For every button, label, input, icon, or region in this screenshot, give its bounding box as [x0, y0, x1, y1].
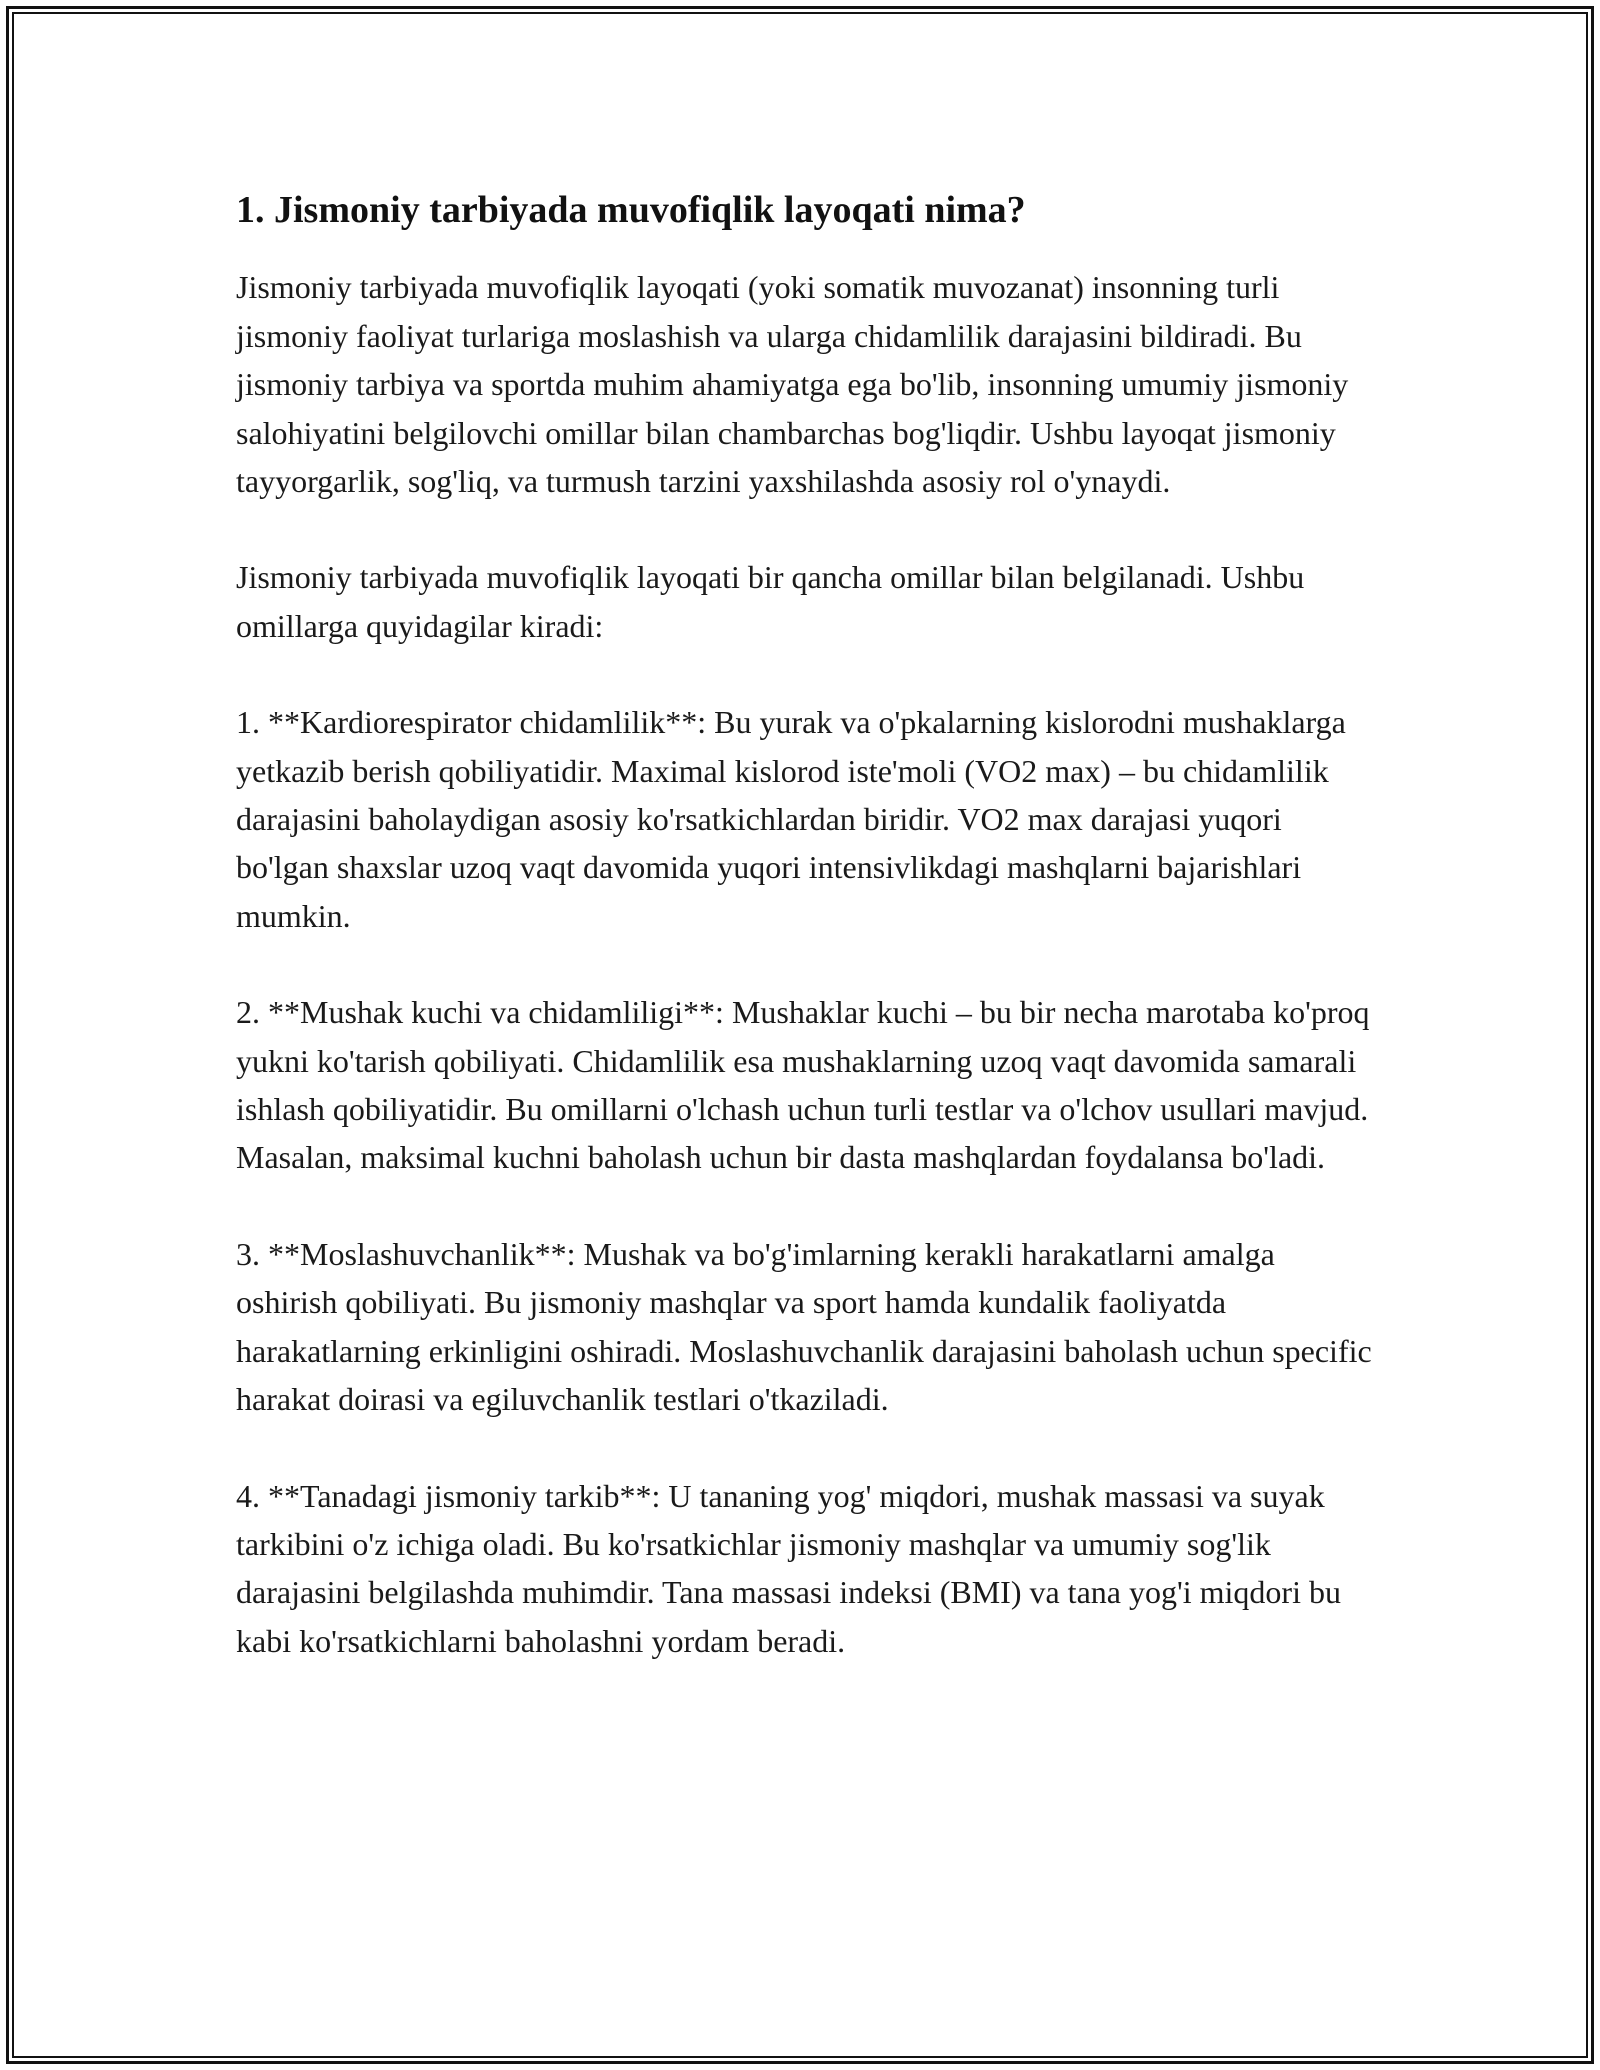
factors-intro-paragraph: Jismoniy tarbiyada muvofiqlik layoqati bir qancha omillar bilan belgilanadi. Ushbu omillarga quyidagilar kiradi: [236, 559, 1305, 644]
factor-muscle-strength-paragraph: 2. **Mushak kuchi va chidamliligi**: Mushaklar kuchi – bu bir necha marotaba ko'proq yukni ko'tarish qobiliyati. Chidamlilik esa mushaklarning uzoq vaqt davomida samarali ishlash qobiliyatidir. Bu omillarni o'lchash uchun turli testlar va o'lchov usullari mavjud. Masalan, maksimal kuchni baholash uchun bir dasta mashqlardan foydalansa bo'ladi. [236, 994, 1370, 1176]
factor-cardiorespiratory-paragraph: 1. **Kardiorespirator chidamlilik**: Bu yurak va o'pkalarning kislorodni mushaklarga yetkazib berish qobiliyatidir. Maximal kislorod iste'moli (VO2 max) – bu chidamlilik darajasini baholaydigan asosiy ko'rsatkichlardan biridir. VO2 max darajasi yuqori bo'lgan shaxslar uzoq vaqt davomida yuqori intensivlikdagi mashqlarni bajarishlari mumkin. [236, 704, 1346, 934]
intro-paragraph: Jismoniy tarbiyada muvofiqlik layoqati (yoki somatik muvozanat) insonning turli jismoniy faoliyat turlariga moslashish va ularga chidamlilik darajasini bildiradi. Bu jismoniy tarbiya va sportda muhim ahamiyatga ega bo'lib, insonning umumiy jismoniy salohiyatini belgilovchi omillar bilan chambarchas bog'liqdir. Ushbu layoqat jismoniy tayyorgarlik, sog'liq, va turmush tarzini yaxshilashda asosiy rol o'ynaydi. [236, 269, 1349, 500]
document-body [236, 186, 1376, 1713]
factor-flexibility-paragraph: 3. **Moslashuvchanlik**: Mushak va bo'g'imlarning kerakli harakatlarni amalga oshirish qobiliyati. Bu jismoniy mashqlar va sport hamda kundalik faoliyatda harakatlarning erkinligini oshiradi. Moslashuvchanlik darajasini baholash uchun specific harakat doirasi va egiluvchanlik testlari o'tkaziladi. [236, 1235, 1372, 1418]
document-title: 1. Jismoniy tarbiyada muvofiqlik layoqati nima? [236, 189, 1026, 231]
factor-body-composition-paragraph: 4. **Tanadagi jismoniy tarkib**: U tananing yog' miqdori, mushak massasi va suyak tarkibini o'z ichiga oladi. Bu ko'rsatkichlar jismoniy mashqlar va umumiy sog'lik darajasini belgilashda muhimdir. Tana massasi indeksi (BMI) va tana yog'i miqdori bu kabi ko'rsatkichlarni baholashni yordam beradi. [236, 1477, 1341, 1659]
